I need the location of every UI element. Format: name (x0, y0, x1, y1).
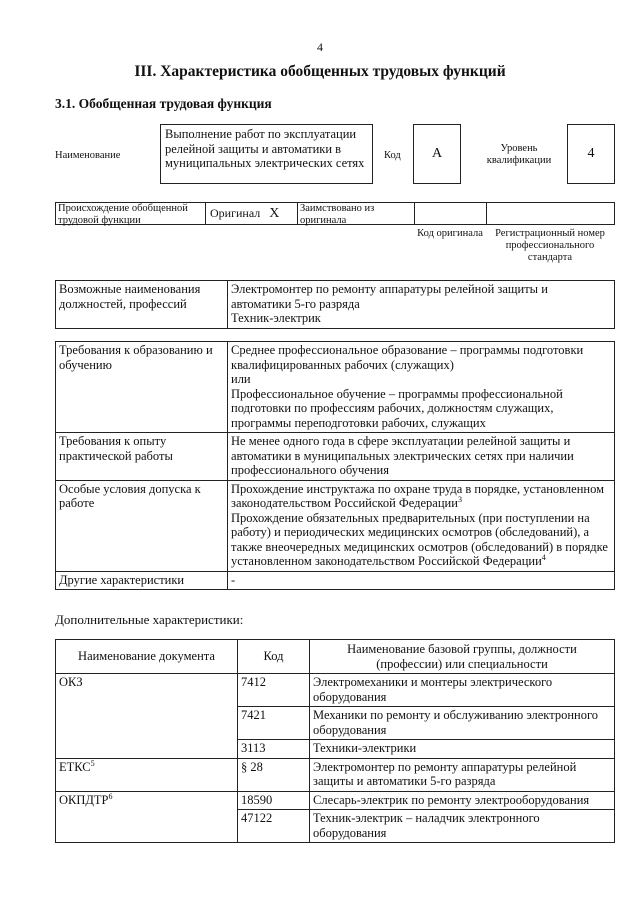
function-name-box: Выполнение работ по эксплуатации релейной защиты и автоматики в муниципальных электрических сетях (160, 124, 373, 184)
footnote-ref: 3 (457, 494, 462, 504)
education-line: Среднее профессиональное образование – программы подготовки квалифицированных рабочих (служащих) (231, 343, 584, 372)
doc-name: ОКПДТР (59, 792, 109, 807)
group-name-cell: Техники-электрики (310, 740, 615, 759)
education-line: или (231, 372, 251, 386)
education-value (228, 342, 615, 433)
positions-label: Возможные наименования должностей, профессий (56, 281, 228, 329)
original-mark: X (269, 206, 280, 221)
header-code: Код (238, 640, 310, 674)
education-line: Профессиональное обучение – программы профессиональной подготовки по профессиям рабочих, должностям служащих, программы переподготовки рабочих, служащих (231, 386, 563, 430)
code-caption: Код оригинала (417, 228, 483, 239)
requirements-table (55, 341, 615, 590)
group-name-cell: Техник-электрик – наладчик электронного оборудования (310, 810, 615, 843)
code-label: Код (384, 150, 401, 161)
table-row (56, 433, 615, 481)
doc-etks (56, 758, 238, 791)
doc-okpdtr (56, 791, 238, 843)
group-name-cell: Слесарь-электрик по ремонту электрооборудования (310, 791, 615, 810)
footnote-ref: 4 (541, 552, 546, 562)
admission-label: Особые условия допуска к работе (56, 480, 228, 571)
table-row (56, 342, 615, 433)
doc-name: ЕТКС (59, 759, 91, 774)
position-item: Электромонтер по ремонту аппаратуры релейной защиты и автоматики 5-го разряда (231, 282, 548, 311)
table-row (56, 674, 615, 707)
code-cell: 18590 (238, 791, 310, 810)
admission-text: Прохождение инструктажа по охране труда в порядке, установленном законодательством Российской Федерации (231, 481, 605, 510)
doc-okz: ОКЗ (56, 674, 238, 759)
origin-row (55, 202, 615, 225)
level-label: Уровень квалификации (486, 143, 552, 166)
group-name-cell: Электромонтер по ремонту аппаратуры релейной защиты и автоматики 5-го разряда (310, 758, 615, 791)
group-name-cell: Механики по ремонту и обслуживанию электронного оборудования (310, 707, 615, 740)
section-title: III. Характеристика обобщенных трудовых функций (134, 63, 506, 80)
education-label: Требования к образованию и обучению (56, 342, 228, 433)
registration-caption: Регистрационный номер профессионального стандарта (495, 228, 605, 263)
table-row (56, 758, 615, 791)
code-cell: 3113 (238, 740, 310, 759)
table-header-row (56, 640, 615, 674)
table-row (56, 571, 615, 590)
borrowed-label: Заимствовано из оригинала (298, 203, 415, 224)
original-code-cell (415, 203, 487, 224)
code-cell: 47122 (238, 810, 310, 843)
table-row (56, 480, 615, 571)
name-label: Наименование (55, 150, 121, 161)
other-value: - (228, 571, 615, 590)
original-label: Оригинал (210, 206, 261, 220)
header-group-name: Наименование базовой группы, должности (профессии) или специальности (310, 640, 615, 674)
admission-line (231, 482, 611, 511)
additional-title: Дополнительные характеристики: (55, 612, 244, 627)
footnote-ref: 5 (90, 758, 95, 768)
position-item: Техник-электрик (231, 311, 321, 325)
experience-value: Не менее одного года в сфере эксплуатации релейной защиты и автоматики в муниципальных электрических сетях при наличии профессионального обучения (228, 433, 615, 481)
qualification-level-box: 4 (567, 124, 615, 184)
registration-number-cell (487, 203, 614, 224)
table-row (56, 281, 615, 329)
positions-value (228, 281, 615, 329)
additional-table (55, 639, 615, 843)
experience-label: Требования к опыту практической работы (56, 433, 228, 481)
admission-value (228, 480, 615, 571)
positions-table (55, 280, 615, 329)
other-label: Другие характеристики (56, 571, 228, 590)
footnote-ref: 6 (108, 791, 113, 801)
original-cell (206, 203, 298, 224)
header-document: Наименование документа (56, 640, 238, 674)
subsection-title: 3.1. Обобщенная трудовая функция (55, 96, 272, 111)
table-row (56, 791, 615, 810)
admission-text: Прохождение обязательных предварительных (при поступлении на работу) и периодических медицинских осмотров (обследований), а также внеочередных медицинских осмотров (обследований) в порядке установленном законодательством Российской Федерации (231, 510, 608, 568)
admission-line (231, 511, 611, 569)
group-name-cell: Электромеханики и монтеры электрического оборудования (310, 674, 615, 707)
code-cell: 7421 (238, 707, 310, 740)
page-number: 4 (317, 40, 323, 54)
code-cell: 7412 (238, 674, 310, 707)
function-code-box: А (413, 124, 461, 184)
origin-label: Происхождение обобщенной трудовой функции (56, 203, 206, 224)
code-cell: § 28 (238, 758, 310, 791)
